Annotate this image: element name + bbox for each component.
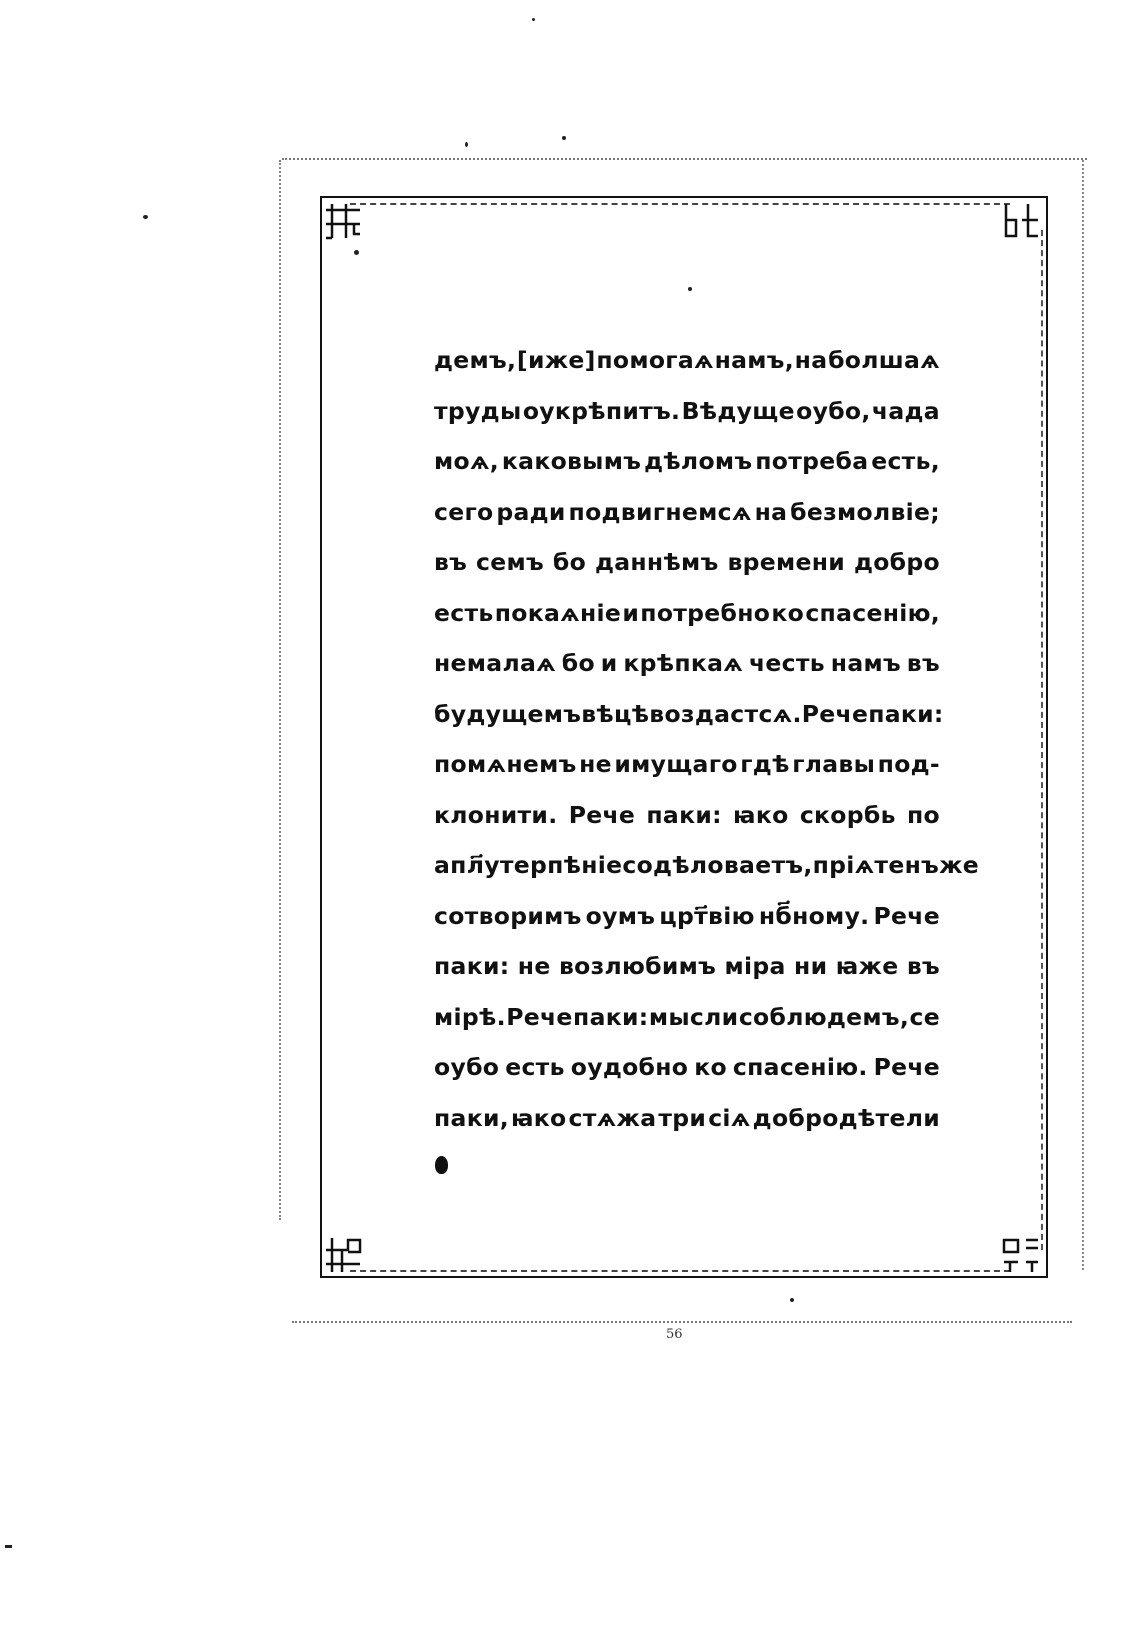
word: дѣломъ xyxy=(644,447,753,475)
word: Рече xyxy=(568,800,636,829)
word: труды xyxy=(434,396,522,425)
word: по xyxy=(907,800,940,829)
body-text xyxy=(434,335,980,1143)
word: гдѣ xyxy=(740,750,790,778)
scan-speck xyxy=(143,215,148,219)
word: ради xyxy=(496,497,566,526)
word: сіѧ xyxy=(708,1103,751,1132)
word: есть xyxy=(505,1053,565,1081)
word: оумъ xyxy=(585,901,656,930)
fleuron-icon xyxy=(435,1156,448,1174)
text-line xyxy=(434,992,940,1043)
word: главы xyxy=(792,750,876,778)
crop-line-bottom xyxy=(292,1321,1072,1323)
scan-speck xyxy=(465,142,468,147)
word: мірѣ. xyxy=(434,1002,506,1031)
word: содѣловаетъ, xyxy=(622,851,813,879)
text-line xyxy=(434,537,940,588)
text-line xyxy=(434,739,940,790)
word: ко xyxy=(771,598,805,627)
word: помогаѧ xyxy=(596,346,714,374)
word: бо xyxy=(552,548,587,576)
word: чада xyxy=(871,396,940,425)
text-line xyxy=(434,436,940,487)
word: семъ xyxy=(476,548,544,576)
word: спасенію. xyxy=(732,1053,868,1081)
word: подвигнемсѧ xyxy=(568,497,752,526)
word: крѣпкаѧ xyxy=(623,649,744,677)
word: скорбь xyxy=(799,800,896,829)
crop-line-right xyxy=(1082,160,1084,1270)
scan-speck xyxy=(532,18,535,21)
frame-inner-top-rule xyxy=(350,203,1010,205)
word: Рече xyxy=(873,1053,940,1081)
word: міра xyxy=(724,952,786,980)
word: ꙗже xyxy=(835,952,899,980)
word: имущаго xyxy=(614,750,738,778)
word: будущемъ xyxy=(434,699,582,728)
word: намъ xyxy=(830,649,901,677)
scan-speck xyxy=(5,1545,12,1548)
word: Рече xyxy=(506,1002,573,1031)
word: на xyxy=(794,346,828,374)
word: немалаѧ xyxy=(434,649,556,677)
text-line xyxy=(434,487,940,538)
corner-ornament-bottom-right-icon xyxy=(1000,1234,1042,1276)
word: паки: xyxy=(646,800,722,829)
word: ꙗко xyxy=(510,1103,567,1132)
word: паки: xyxy=(868,699,944,728)
text-line xyxy=(434,1042,940,1093)
word: потреба xyxy=(755,447,869,475)
word: честь xyxy=(748,649,825,677)
word: не xyxy=(517,952,551,980)
frame-inner-right-rule xyxy=(1041,230,1043,1250)
text-line xyxy=(434,638,940,689)
text-line xyxy=(434,941,940,992)
word: нб҃ному. xyxy=(758,901,870,930)
corner-ornament-top-right-icon xyxy=(1000,200,1042,242)
word: вѣцѣ xyxy=(581,699,650,728)
word: и xyxy=(622,598,640,627)
word: же xyxy=(939,851,980,879)
word: каковымъ xyxy=(501,447,642,475)
word: потребно xyxy=(640,598,771,627)
word: ни xyxy=(794,952,828,980)
word: ꙗко xyxy=(733,800,789,829)
word: апл҃у xyxy=(434,851,500,879)
word: се xyxy=(909,1002,940,1031)
corner-ornament-top-left-icon xyxy=(322,200,364,242)
text-line xyxy=(434,335,940,386)
word: црт҃вію xyxy=(659,901,755,930)
text-line xyxy=(434,689,944,740)
word: пріѧтенъ xyxy=(812,851,940,879)
word: покаѧніе xyxy=(494,598,622,627)
word: въ xyxy=(906,952,940,980)
text-line xyxy=(434,588,940,639)
word: Рече xyxy=(801,699,869,728)
word: даннѣмъ xyxy=(594,548,719,576)
word: Рече xyxy=(873,901,940,930)
frame-inner-bottom-rule xyxy=(350,1270,1010,1272)
scan-speck xyxy=(562,136,566,140)
crop-line-left xyxy=(279,160,281,1220)
word: стѧжа xyxy=(568,1103,657,1132)
word: безмолвіе; xyxy=(790,497,940,526)
page-number: 56 xyxy=(666,1327,683,1342)
word: въ xyxy=(906,649,940,677)
word: моѧ, xyxy=(434,447,500,475)
text-line xyxy=(434,1093,940,1144)
word: воздастсѧ. xyxy=(649,699,802,728)
word: паки: xyxy=(573,1002,649,1031)
word: клонити. xyxy=(434,800,558,829)
word: добро xyxy=(853,548,940,576)
word: мысли xyxy=(648,1002,739,1031)
text-line xyxy=(434,891,940,942)
text-line xyxy=(434,790,940,841)
word: спасенію, xyxy=(805,598,940,627)
word: въ xyxy=(434,548,468,576)
word: болшаѧ xyxy=(828,346,940,374)
word: соблюдемъ, xyxy=(738,1002,910,1031)
word: Вѣдуще xyxy=(681,396,795,425)
word: и xyxy=(600,649,618,677)
word: есть xyxy=(434,598,494,627)
word: возлюбимъ xyxy=(558,952,717,980)
word: демъ, xyxy=(434,346,517,374)
word: оукрѣпитъ. xyxy=(522,396,681,425)
word: оудобно xyxy=(570,1053,689,1081)
word: есть, xyxy=(871,447,940,475)
word: сотворимъ xyxy=(434,901,582,930)
word: помѧнемъ xyxy=(434,750,577,778)
word: сего xyxy=(434,497,494,526)
word: оубо, xyxy=(796,396,871,425)
word: бо xyxy=(561,649,595,677)
word: добродѣтели xyxy=(752,1103,940,1132)
crop-line-top xyxy=(282,158,1087,160)
text-line xyxy=(434,386,940,437)
word: терпѣніе xyxy=(499,851,623,879)
word: на xyxy=(754,497,788,526)
word: паки, xyxy=(434,1103,509,1132)
word: ко xyxy=(694,1053,727,1081)
word: под- xyxy=(877,750,940,778)
scan-speck xyxy=(790,1298,794,1302)
word: времени xyxy=(727,548,846,576)
word: [иже] xyxy=(516,346,596,374)
text-line xyxy=(434,840,980,891)
word: паки: xyxy=(434,952,510,980)
word: намъ, xyxy=(714,346,794,374)
word: не xyxy=(579,750,612,778)
word: три xyxy=(658,1103,707,1132)
word: оубо xyxy=(434,1053,500,1081)
corner-ornament-bottom-left-icon xyxy=(322,1234,364,1276)
